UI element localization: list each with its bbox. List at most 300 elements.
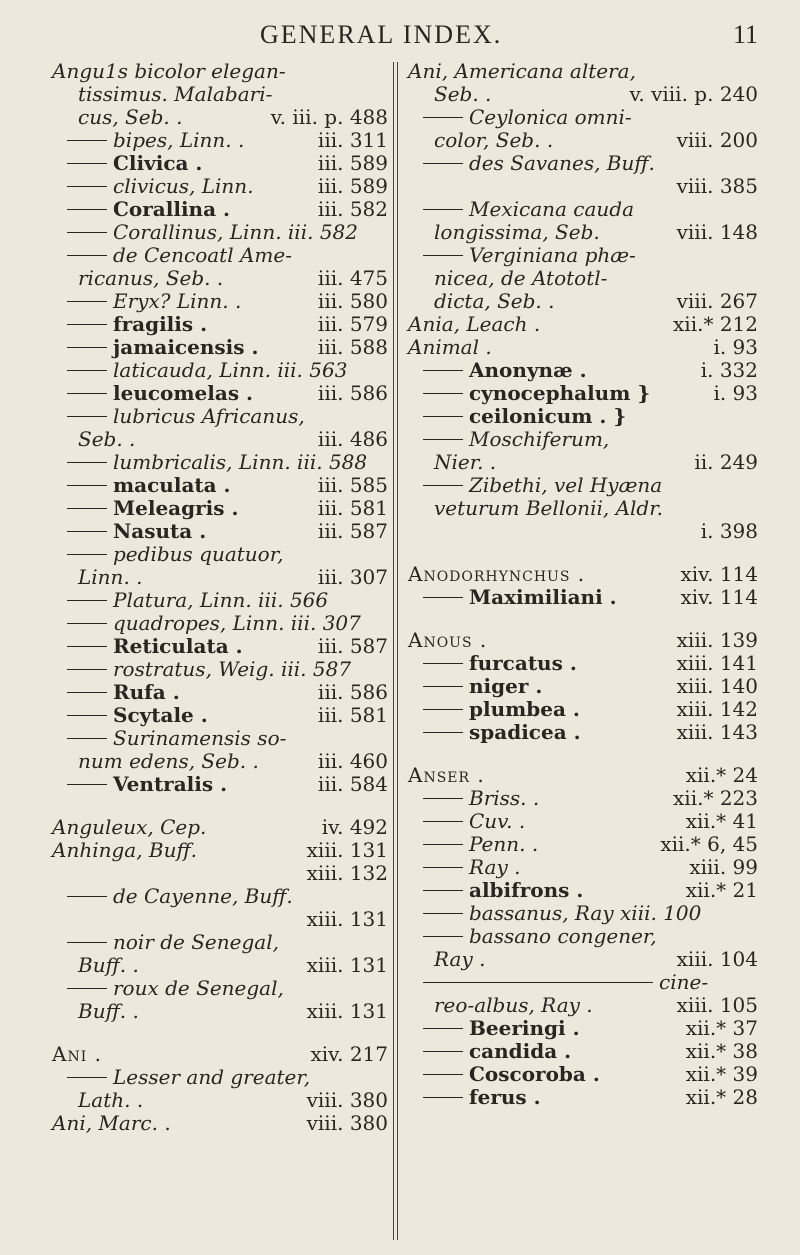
ditto-dash bbox=[423, 936, 463, 938]
entry-term bbox=[78, 267, 223, 290]
entry-term bbox=[434, 994, 593, 1017]
entry-term bbox=[423, 152, 655, 175]
entry-label: cynocephalum } bbox=[469, 381, 651, 405]
entry-label: lumbricalis, Linn. iii. 588 bbox=[113, 450, 368, 474]
entry-term bbox=[434, 497, 663, 520]
entry-label: Corallinus, Linn. iii. 582 bbox=[113, 220, 358, 244]
entry-label: pedibus quatuor, bbox=[113, 542, 284, 566]
entry-label: Buff. . bbox=[78, 999, 139, 1023]
entry-label: Ceylonica omni- bbox=[469, 105, 632, 129]
ditto-dash bbox=[67, 508, 107, 510]
entry-reference: iii. 585 bbox=[317, 473, 388, 497]
entry-label: Rufa . bbox=[113, 680, 180, 704]
index-entry bbox=[52, 1066, 388, 1089]
index-entry bbox=[52, 1089, 388, 1112]
entry-reference: i. 93 bbox=[713, 381, 758, 405]
index-entry bbox=[52, 290, 388, 313]
index-entry bbox=[52, 1000, 388, 1023]
index-entry bbox=[408, 405, 758, 428]
entry-label: veturum Bellonii, Aldr. bbox=[434, 496, 663, 520]
entry-term bbox=[408, 313, 540, 336]
entry-label: Penn. . bbox=[469, 832, 539, 856]
entry-label: leucomelas . bbox=[113, 381, 254, 405]
entry-label: Ray . bbox=[469, 855, 521, 879]
index-entry bbox=[408, 221, 758, 244]
index-entry bbox=[52, 977, 388, 1000]
entry-term bbox=[423, 382, 650, 405]
entry-label: Anonynæ . bbox=[469, 358, 587, 382]
entry-reference: iii. 584 bbox=[317, 772, 388, 796]
entry-term bbox=[67, 773, 227, 796]
entry-label: Linn. . bbox=[78, 565, 143, 589]
entry-reference: i. 398 bbox=[700, 519, 758, 543]
entry-label: Nier. . bbox=[434, 450, 497, 474]
index-entry bbox=[408, 359, 758, 382]
ditto-dash bbox=[423, 255, 463, 257]
entry-label: cus, Seb. . bbox=[78, 105, 183, 129]
entry-reference: xii.* 38 bbox=[685, 1039, 758, 1063]
entry-reference: iii. 486 bbox=[317, 427, 388, 451]
entry-term bbox=[423, 359, 587, 382]
entry-label: Meleagris . bbox=[113, 496, 239, 520]
ditto-dash bbox=[67, 255, 107, 257]
index-entry bbox=[52, 336, 388, 359]
index-entry bbox=[408, 1063, 758, 1086]
entry-term bbox=[423, 810, 525, 833]
entry-term bbox=[67, 612, 361, 635]
ditto-dash bbox=[423, 732, 463, 734]
entry-term bbox=[67, 520, 206, 543]
entry-term bbox=[423, 698, 580, 721]
index-entry bbox=[408, 971, 758, 994]
ditto-dash bbox=[423, 209, 463, 211]
entry-term bbox=[408, 60, 636, 83]
entry-label: maculata . bbox=[113, 473, 231, 497]
entry-term bbox=[67, 589, 328, 612]
ditto-dash bbox=[67, 784, 107, 786]
entry-reference: iii. 460 bbox=[317, 749, 388, 773]
index-entry bbox=[52, 885, 388, 908]
entry-label: spadicea . bbox=[469, 720, 581, 744]
entry-label: fragilis . bbox=[113, 312, 208, 336]
ditto-dash bbox=[423, 416, 463, 418]
index-entry bbox=[52, 244, 388, 267]
entry-reference: iii. 587 bbox=[317, 519, 388, 543]
ditto-dash bbox=[67, 669, 107, 671]
entry-label: des Savanes, Buff. bbox=[469, 151, 655, 175]
index-entry bbox=[52, 106, 388, 129]
entry-term bbox=[423, 1086, 541, 1109]
index-entry bbox=[52, 931, 388, 954]
left-column bbox=[52, 60, 388, 1240]
index-entry bbox=[408, 60, 758, 83]
ditto-dash bbox=[67, 531, 107, 533]
index-entry bbox=[52, 839, 388, 862]
entry-term bbox=[434, 221, 600, 244]
index-entry bbox=[52, 221, 388, 244]
index-entry bbox=[408, 586, 758, 609]
ditto-dash bbox=[423, 393, 463, 395]
ditto-dash bbox=[67, 301, 107, 303]
entry-term bbox=[52, 839, 197, 862]
entry-reference: xii.* 212 bbox=[673, 312, 758, 336]
ditto-dash bbox=[423, 485, 463, 487]
entry-label: lubricus Africanus, bbox=[113, 404, 305, 428]
ditto-dash bbox=[67, 370, 107, 372]
entry-reference: i. 332 bbox=[700, 358, 758, 382]
entry-label: Anguleux, Cep. bbox=[52, 815, 207, 839]
index-entry bbox=[52, 267, 388, 290]
index-entry bbox=[408, 83, 758, 106]
index-entry bbox=[408, 244, 758, 267]
entry-reference: viii. 380 bbox=[306, 1111, 388, 1135]
ditto-dash bbox=[67, 393, 107, 395]
entry-label: Ventralis . bbox=[113, 772, 228, 796]
entry-reference: viii. 380 bbox=[306, 1088, 388, 1112]
index-entry bbox=[408, 428, 758, 451]
entry-label: Zibethi, vel Hyæna bbox=[469, 473, 663, 497]
entry-reference: v. viii. p. 240 bbox=[629, 82, 758, 106]
entry-reference: i. 93 bbox=[713, 335, 758, 359]
entry-label: de Cencoatl Ame- bbox=[113, 243, 292, 267]
entry-gap bbox=[408, 543, 758, 563]
entry-label: bipes, Linn. . bbox=[113, 128, 245, 152]
entry-label: Seb. . bbox=[434, 82, 492, 106]
entry-term bbox=[408, 629, 487, 652]
entry-term bbox=[67, 359, 347, 382]
ditto-dash bbox=[423, 867, 463, 869]
entry-term bbox=[67, 382, 253, 405]
entry-term bbox=[434, 290, 555, 313]
index-entry bbox=[408, 290, 758, 313]
index-entry bbox=[408, 721, 758, 744]
entry-term bbox=[434, 129, 553, 152]
entry-label: Maximiliani . bbox=[469, 585, 617, 609]
entry-reference: xii.* 21 bbox=[685, 878, 758, 902]
entry-label: Clivica . bbox=[113, 151, 203, 175]
index-entry bbox=[408, 675, 758, 698]
ditto-dash bbox=[67, 462, 107, 464]
index-entry bbox=[52, 313, 388, 336]
ditto-dash bbox=[423, 844, 463, 846]
entry-term bbox=[67, 175, 254, 198]
ditto-dash bbox=[67, 186, 107, 188]
index-entry bbox=[52, 566, 388, 589]
entry-label: niger . bbox=[469, 674, 543, 698]
entry-reference: iii. 581 bbox=[317, 496, 388, 520]
ditto-dash bbox=[423, 890, 463, 892]
entry-label: Corallina . bbox=[113, 197, 230, 221]
index-entry bbox=[408, 629, 758, 652]
entry-term bbox=[67, 931, 279, 954]
entry-label: Angu1s bicolor elegan- bbox=[52, 59, 286, 83]
index-entry bbox=[52, 727, 388, 750]
entry-label: Ani, Americana altera, bbox=[408, 59, 636, 83]
index-entry bbox=[408, 336, 758, 359]
index-entry bbox=[52, 382, 388, 405]
entry-label: de Cayenne, Buff. bbox=[113, 884, 293, 908]
entry-term bbox=[67, 681, 180, 704]
ditto-dash bbox=[423, 982, 653, 984]
entry-label: Coscoroba . bbox=[469, 1062, 600, 1086]
index-entry bbox=[52, 954, 388, 977]
entry-label: longissima, Seb. bbox=[434, 220, 600, 244]
entry-label: Surinamensis so- bbox=[113, 726, 287, 750]
ditto-dash bbox=[423, 1051, 463, 1053]
entry-term bbox=[423, 106, 632, 129]
entry-label: bassanus, Ray xiii. 100 bbox=[469, 901, 702, 925]
entry-label: tissimus. Malabari- bbox=[78, 82, 273, 106]
entry-term bbox=[423, 925, 657, 948]
entry-term bbox=[67, 727, 286, 750]
ditto-dash bbox=[67, 347, 107, 349]
index-entry bbox=[52, 635, 388, 658]
index-entry bbox=[52, 198, 388, 221]
ditto-dash bbox=[67, 623, 107, 625]
index-entry bbox=[52, 773, 388, 796]
entry-term bbox=[78, 83, 272, 106]
entry-label: Reticulata . bbox=[113, 634, 243, 658]
entry-term bbox=[67, 336, 258, 359]
index-entry bbox=[52, 704, 388, 727]
entry-reference: xiii. 131 bbox=[306, 907, 388, 931]
entry-reference: xiii. 99 bbox=[689, 855, 758, 879]
index-entry bbox=[52, 497, 388, 520]
index-entry bbox=[52, 520, 388, 543]
entry-label: Nasuta . bbox=[113, 519, 207, 543]
entry-reference: iii. 580 bbox=[317, 289, 388, 313]
entry-term bbox=[67, 658, 351, 681]
ditto-dash bbox=[423, 1097, 463, 1099]
index-entry bbox=[52, 589, 388, 612]
entry-label: Scytale . bbox=[113, 703, 208, 727]
entry-label: Ray . bbox=[434, 947, 486, 971]
index-entry bbox=[52, 543, 388, 566]
column-rule bbox=[393, 62, 394, 1240]
ditto-dash bbox=[67, 646, 107, 648]
index-entry bbox=[408, 925, 758, 948]
entry-reference: xiv. 217 bbox=[310, 1042, 388, 1066]
entry-reference: xiii. 131 bbox=[306, 999, 388, 1023]
entry-reference: xii.* 223 bbox=[673, 786, 758, 810]
index-entry bbox=[52, 474, 388, 497]
index-entry bbox=[408, 313, 758, 336]
index-entry bbox=[52, 612, 388, 635]
index-entry bbox=[408, 198, 758, 221]
entry-gap bbox=[408, 609, 758, 629]
ditto-dash bbox=[67, 715, 107, 717]
index-entry bbox=[408, 474, 758, 497]
index-entry bbox=[408, 106, 758, 129]
index-entry bbox=[408, 787, 758, 810]
entry-label: Eryx? Linn. . bbox=[113, 289, 242, 313]
entry-term bbox=[67, 635, 243, 658]
ditto-dash bbox=[67, 738, 107, 740]
entry-term bbox=[78, 1089, 143, 1112]
ditto-dash bbox=[423, 709, 463, 711]
entry-reference: iii. 588 bbox=[317, 335, 388, 359]
entry-label: ceilonicum . } bbox=[469, 404, 627, 428]
ditto-dash bbox=[67, 988, 107, 990]
index-entry bbox=[408, 1017, 758, 1040]
entry-label: Buff. . bbox=[78, 953, 139, 977]
index-entry bbox=[408, 652, 758, 675]
entry-reference: iii. 589 bbox=[317, 151, 388, 175]
index-entry bbox=[52, 175, 388, 198]
index-entry bbox=[52, 60, 388, 83]
entry-term bbox=[78, 750, 259, 773]
index-entry bbox=[52, 681, 388, 704]
entry-label: cine- bbox=[659, 970, 709, 994]
entry-reference: xii.* 28 bbox=[685, 1085, 758, 1109]
entry-label: plumbea . bbox=[469, 697, 580, 721]
page-header bbox=[0, 20, 800, 56]
entry-term bbox=[78, 1000, 139, 1023]
entry-label: Beeringi . bbox=[469, 1016, 580, 1040]
entry-label: Platura, Linn. iii. 566 bbox=[113, 588, 329, 612]
entry-reference: xii.* 41 bbox=[685, 809, 758, 833]
entry-label: candida . bbox=[469, 1039, 572, 1063]
ditto-dash bbox=[67, 232, 107, 234]
index-entry bbox=[408, 129, 758, 152]
index-entry bbox=[408, 994, 758, 1017]
ditto-dash bbox=[423, 439, 463, 441]
entry-label: jamaicensis . bbox=[113, 335, 259, 359]
entry-label: Anodorhynchus . bbox=[408, 562, 586, 586]
entry-reference: iii. 587 bbox=[317, 634, 388, 658]
entry-label: laticauda, Linn. iii. 563 bbox=[113, 358, 348, 382]
entry-reference: iii. 586 bbox=[317, 680, 388, 704]
index-entry bbox=[52, 908, 388, 931]
ditto-dash bbox=[67, 324, 107, 326]
entry-label: Lath. . bbox=[78, 1088, 144, 1112]
ditto-dash bbox=[423, 913, 463, 915]
index-entry bbox=[408, 764, 758, 787]
entry-reference: xiii. 131 bbox=[306, 953, 388, 977]
entry-term bbox=[67, 474, 231, 497]
index-entry bbox=[52, 862, 388, 885]
entry-reference: xii.* 6, 45 bbox=[660, 832, 758, 856]
entry-term bbox=[78, 954, 139, 977]
entry-reference: iii. 307 bbox=[317, 565, 388, 589]
index-entry bbox=[408, 856, 758, 879]
entry-term bbox=[52, 1112, 171, 1135]
entry-term bbox=[423, 1063, 600, 1086]
index-entry bbox=[52, 750, 388, 773]
entry-label: furcatus . bbox=[469, 651, 577, 675]
entry-reference: xiii. 105 bbox=[676, 993, 758, 1017]
index-entry bbox=[52, 1112, 388, 1135]
entry-term bbox=[423, 675, 542, 698]
ditto-dash bbox=[423, 1028, 463, 1030]
ditto-dash bbox=[67, 692, 107, 694]
entry-term bbox=[67, 497, 238, 520]
entry-label: Cuv. . bbox=[469, 809, 526, 833]
ditto-dash bbox=[67, 896, 107, 898]
index-entry bbox=[408, 948, 758, 971]
entry-gap bbox=[408, 744, 758, 764]
entry-reference: xii.* 24 bbox=[685, 763, 758, 787]
index-entry bbox=[408, 520, 758, 543]
entry-label: bassano congener, bbox=[469, 924, 657, 948]
entry-term bbox=[67, 451, 367, 474]
entry-reference: iv. 492 bbox=[321, 815, 388, 839]
entry-reference: xiii. 131 bbox=[306, 838, 388, 862]
entry-reference: viii. 385 bbox=[676, 174, 758, 198]
index-entry bbox=[408, 497, 758, 520]
entry-term bbox=[67, 221, 358, 244]
index-entry bbox=[52, 152, 388, 175]
index-entry bbox=[408, 382, 758, 405]
entry-label: dicta, Seb. . bbox=[434, 289, 555, 313]
ditto-dash bbox=[423, 163, 463, 165]
ditto-dash bbox=[67, 209, 107, 211]
entry-reference: xiii. 139 bbox=[676, 628, 758, 652]
entry-term bbox=[423, 971, 708, 994]
entry-label: albifrons . bbox=[469, 878, 584, 902]
index-entry bbox=[52, 451, 388, 474]
entry-term bbox=[423, 1017, 580, 1040]
entry-label: Ani . bbox=[52, 1042, 102, 1066]
entry-reference: viii. 148 bbox=[676, 220, 758, 244]
entry-label: clivicus, Linn. bbox=[113, 174, 254, 198]
entry-term bbox=[67, 543, 283, 566]
entry-term bbox=[423, 652, 577, 675]
entry-term bbox=[78, 106, 182, 129]
entry-label: Ani, Marc. . bbox=[52, 1111, 171, 1135]
entry-label: ricanus, Seb. . bbox=[78, 266, 224, 290]
entry-label: Moschiferum, bbox=[469, 427, 610, 451]
index-entry bbox=[408, 698, 758, 721]
index-entry bbox=[408, 810, 758, 833]
entry-term bbox=[423, 833, 538, 856]
index-entry bbox=[408, 152, 758, 175]
entry-term bbox=[423, 1040, 571, 1063]
entry-label: Lesser and greater, bbox=[113, 1065, 311, 1089]
index-entry bbox=[52, 129, 388, 152]
entry-term bbox=[434, 451, 496, 474]
index-entry bbox=[408, 879, 758, 902]
entry-term bbox=[67, 290, 241, 313]
entry-reference: xiii. 142 bbox=[676, 697, 758, 721]
entry-term bbox=[423, 428, 609, 451]
ditto-dash bbox=[67, 485, 107, 487]
entry-label: Anous . bbox=[408, 628, 488, 652]
entry-reference: iii. 475 bbox=[317, 266, 388, 290]
index-entry bbox=[52, 359, 388, 382]
entry-reference: iii. 311 bbox=[317, 128, 388, 152]
entry-term bbox=[67, 704, 208, 727]
entry-reference: viii. 267 bbox=[676, 289, 758, 313]
right-column bbox=[408, 60, 758, 1240]
entry-label: ferus . bbox=[469, 1085, 541, 1109]
entry-term bbox=[67, 244, 292, 267]
index-entry bbox=[52, 658, 388, 681]
index-entry bbox=[408, 563, 758, 586]
entry-reference: iii. 586 bbox=[317, 381, 388, 405]
entry-term bbox=[434, 83, 491, 106]
index-entry bbox=[52, 428, 388, 451]
entry-term bbox=[423, 474, 662, 497]
ditto-dash bbox=[423, 597, 463, 599]
index-entry bbox=[52, 816, 388, 839]
entry-term bbox=[434, 267, 607, 290]
ditto-dash bbox=[67, 416, 107, 418]
entry-reference: v. iii. p. 488 bbox=[270, 105, 388, 129]
ditto-dash bbox=[67, 163, 107, 165]
entry-term bbox=[423, 405, 626, 428]
entry-label: Seb. . bbox=[78, 427, 136, 451]
